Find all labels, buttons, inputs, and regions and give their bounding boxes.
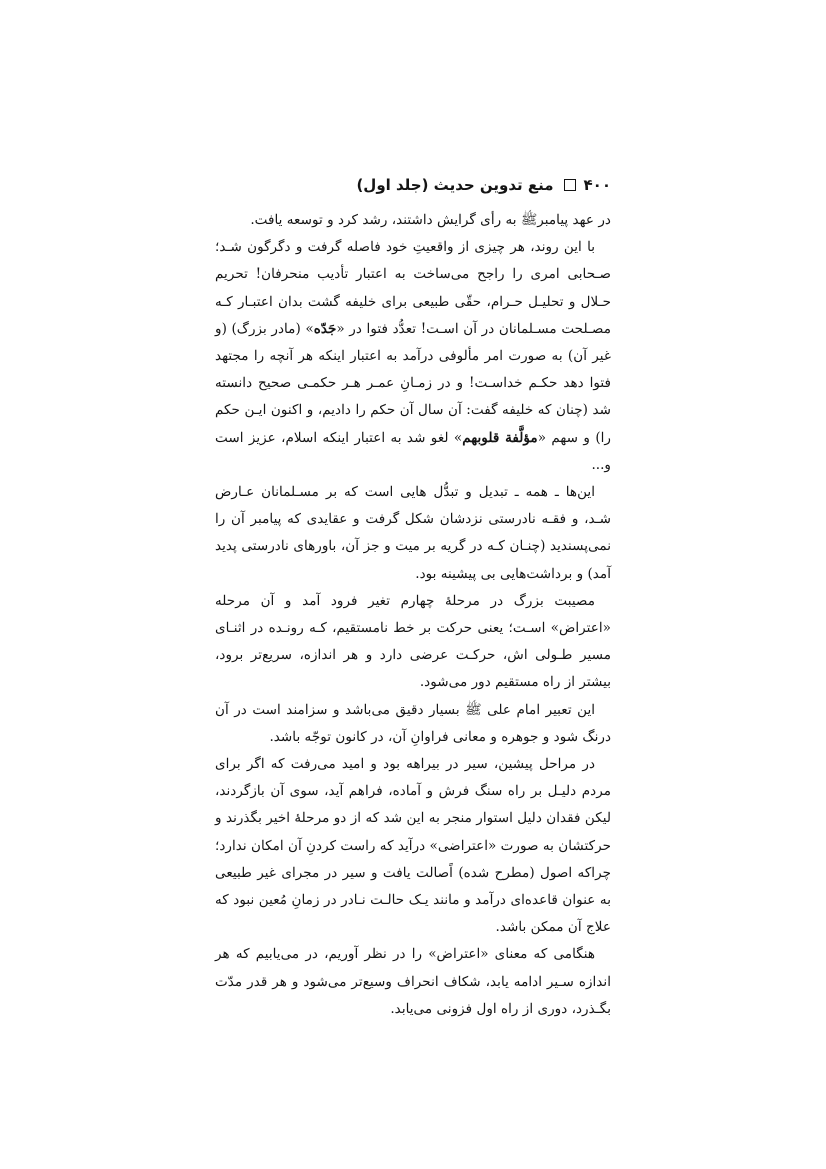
paragraph [215,941,611,1023]
text-segment: مصیبت بزرگ در مرحلهٔ چهارم تغیر فرود آمد و آن مرحله «اعتراض» اسـت؛ یعنی حرکت بر خط نامستقیم، کـه رونـده در اثنـای مسیر طـولی اش، حرکـت عرضی دارد و هر اندازه، سریع‌تر برود، بیشتر از راه مستقیم دور می‌شود. [215,592,611,691]
text-segment: این تعبیر امام علی ﷺ بسیار دقیق می‌باشد و سزامند است در آن درنگ شود و جوهره و معانی فراوانِ آن، در کانون توجّه باشد. [215,701,611,745]
bold-term: مؤلَّفة قلوبهم [462,429,538,446]
text-segment: هنگامی که معنای «اعتراض» را در نظر آوریم، در می‌یابیم که هر اندازه سـیر ادامه یابد، شکاف انحراف وسیع‌تر می‌شود و هر قدر مدّت بگـذرد، دوری از راه اول فزونی می‌یابد. [215,946,611,1017]
running-header [215,172,611,198]
paragraph [215,751,611,941]
paragraph [215,479,611,588]
paragraph [215,588,611,697]
text-segment: » (مادر بزرگ) (و غیر آن) به صورت امر مألوفی درآمد به اعتبار اینکه هر آنچه را مجتهد فتوا دهد حکـم خداسـت! و در زمـانِ عمـر هـر حکمـی صحیح دانسته شد (چنان که خلیفه گفت: آن سال آن حکم را دادیم، و اکنون ایـن حکم را) و سهم « [215,320,611,446]
book-title: منع تدوین حدیث (جلد اول) [356,176,554,194]
paragraph [215,207,611,234]
paragraph [215,697,611,751]
text-segment: در مراحل پیشین، سیر در بیراهه بود و امید می‌رفت که اگر برای مردم دلیـل بر راه سنگ فرش و آماده، فراهم آید، سوی آن بازگردند، لیکن فقدان دلیل استوار منجر به این شد که از دو مرحلهٔ اخیر بگذرند و حرکتشان به صورت «اعتراضی» درآید که راست کردنِ آن امکان ندارد؛ چراکه اصول (مطرح شده) اًصالت یافت و سیر در مجرای غیر طبیعی به عنوان قاعده‌ای درآمد و مانند یـک حالـت نـادر در زمانِ مُعین نبود که علاج آن ممکن باشد. [215,756,611,936]
bold-term: جَدّه [313,320,337,337]
text-segment: در عهد پیامبرﷺ به رأی گرایش داشتند، رشد کرد و توسعه یافت. [250,212,611,228]
text-segment: با این روند، هر چیزی از واقعیتِ خود فاصله گرفت و دگرگون شـد؛ صـحابی امری را راجح می‌ساخت به اعتبار تأدیب منحرفان! تحریم حـلال و تحلیـل حـرام، حقّی طبیعی برای خلیفه گشت بدان اعتبـار کـه مصـلحت مسـلمانان در آن اسـت! تعدُّد فتوا در « [215,239,611,337]
paragraph [215,234,611,479]
square-ornament-icon [564,179,576,191]
body-text [215,207,611,1023]
page-number: ۴۰۰ [583,176,611,194]
text-segment: این‌ها ـ همه ـ تبدیل و تبدُّل هایی است که بر مسـلمانان عـارض شـد، و فقـه نادرستی نزدشان شکل گرفت و عقایدی که پیامبر آن را نمی‌پسندید (چنـان کـه در گریه بر میت و جز آن، باورهای نادرستی پدید آمد) و برداشت‌هایی بی پیشینه بود. [215,484,611,582]
text-segment: » لغو شد به اعتبار اینکه اسلام، عزیز است و... [215,429,611,473]
